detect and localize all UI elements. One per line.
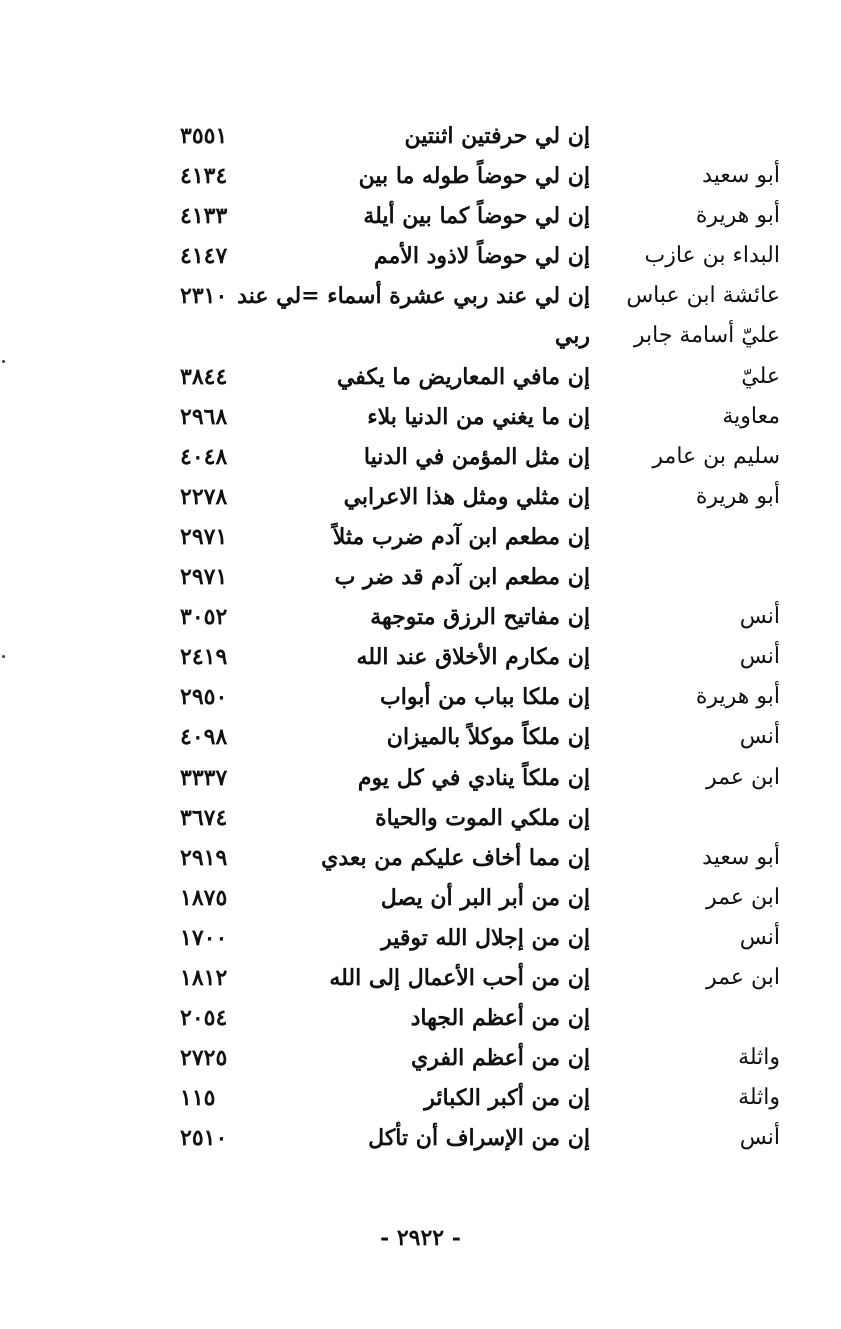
index-row — [180, 357, 780, 397]
hadith-opening: إن من أعظم الجهاد — [410, 1005, 590, 1032]
narrator-name: سليم بن عامر — [652, 443, 780, 469]
narrator-name: معاوية — [722, 403, 780, 429]
hadith-opening: إن ملكا بباب من أبواب — [380, 684, 590, 711]
narrator-name: أنس — [739, 924, 780, 950]
index-row — [180, 637, 780, 677]
narrator-name: البداء بن عازب — [644, 243, 780, 269]
hadith-number: ١٨١٢ — [180, 964, 228, 991]
scan-speck — [2, 655, 5, 658]
narrator-name: عائشة ابن عباس — [626, 283, 780, 309]
index-row — [180, 798, 780, 838]
hadith-number: ٤١٣٣ — [180, 203, 228, 230]
hadith-opening: إن من أحب الأعمال إلى الله — [329, 964, 590, 991]
index-row — [180, 918, 780, 958]
narrator-name: ابن عمر — [706, 884, 780, 910]
narrator-name: أبو سعيد — [702, 844, 780, 870]
narrator-name: أنس — [739, 1125, 780, 1151]
hadith-number: ٤٠٩٨ — [180, 724, 228, 751]
index-row — [180, 958, 780, 998]
hadith-number: ٢٩٧١ — [180, 523, 228, 550]
hadith-opening: إن لي عند ربي عشرة أسماء =لي عند — [237, 283, 590, 310]
hadith-number: ٤١٤٧ — [180, 243, 228, 270]
narrator-name: عليّ أسامة جابر — [633, 323, 780, 349]
index-row — [180, 1118, 780, 1158]
hadith-opening: إن لي حرفتين اثنتين — [404, 123, 590, 149]
hadith-number: ٢٤١٩ — [180, 644, 228, 671]
index-row — [180, 156, 780, 196]
hadith-number: ٣٥٥١ — [180, 123, 228, 149]
narrator-name: أبو هريرة — [695, 483, 780, 509]
hadith-number: ٢٣١٠ — [180, 283, 228, 310]
scan-speck — [2, 360, 5, 363]
narrator-name: أبو هريرة — [695, 684, 780, 710]
hadith-opening: إن لي حوضاً لاذود الأمم — [373, 243, 590, 270]
hadith-opening: إن مثلي ومثل هذا الاعرابي — [343, 483, 590, 510]
hadith-opening: إن مكارم الأخلاق عند الله — [356, 644, 590, 671]
index-row — [180, 276, 780, 316]
hadith-opening: إن مطعم ابن آدم ضرب مثلاً — [332, 523, 590, 550]
hadith-number: ٣٦٧٤ — [180, 804, 228, 831]
hadith-index-table — [180, 116, 780, 1158]
index-row — [180, 717, 780, 757]
hadith-opening: إن ملكاً ينادي في كل يوم — [357, 764, 590, 791]
hadith-opening: إن لي حوضاً كما بين أيلة — [363, 203, 590, 230]
hadith-number: ٣٠٥٢ — [180, 604, 228, 631]
index-row — [180, 998, 780, 1038]
hadith-opening: إن من أعظم الفري — [410, 1045, 590, 1072]
hadith-opening: إن مفاتيح الرزق متوجهة — [370, 604, 590, 631]
hadith-opening: إن ما يغني من الدنيا بلاء — [367, 403, 590, 430]
hadith-opening: إن لي حوضاً طوله ما بين — [358, 163, 590, 190]
hadith-opening: إن من الإسراف أن تأكل — [368, 1125, 590, 1152]
hadith-number: ١٨٧٥ — [180, 884, 228, 911]
hadith-opening: إن مما أخاف عليكم من بعدي — [321, 844, 590, 871]
index-row — [180, 517, 780, 557]
hadith-opening: إن ملكي الموت والحياة — [375, 804, 590, 831]
hadith-opening: إن ملكاً موكلاً بالميزان — [386, 724, 590, 751]
hadith-opening: إن مطعم ابن آدم قد ضر ب — [334, 564, 590, 591]
hadith-number: ٢٢٧٨ — [180, 483, 228, 510]
index-row — [180, 878, 780, 918]
page-number: - ٢٩٢٢ - — [380, 1225, 461, 1251]
hadith-opening: ربي — [554, 323, 590, 350]
index-row — [180, 437, 780, 477]
index-row — [180, 397, 780, 437]
hadith-number: ٢٩٥٠ — [180, 684, 228, 711]
narrator-name: واثلة — [738, 1045, 780, 1071]
narrator-name: ابن عمر — [706, 964, 780, 990]
hadith-opening: إن مثل المؤمن في الدنيا — [363, 443, 590, 470]
index-row — [180, 597, 780, 637]
hadith-number: ٢٥١٠ — [180, 1125, 228, 1152]
hadith-opening: إن من إجلال الله توقير — [381, 924, 590, 951]
hadith-number: ٢٧٢٥ — [180, 1045, 228, 1072]
hadith-number: ٤٠٤٨ — [180, 443, 228, 470]
hadith-number: ٣٨٤٤ — [180, 363, 228, 390]
hadith-opening: إن من أكبر الكبائر — [424, 1085, 590, 1112]
index-row — [180, 838, 780, 878]
narrator-name: أنس — [739, 604, 780, 630]
index-row — [180, 477, 780, 517]
hadith-opening: إن مافي المعاريض ما يكفي — [336, 363, 590, 390]
index-row — [180, 316, 780, 356]
index-row — [180, 236, 780, 276]
index-row — [180, 1038, 780, 1078]
hadith-number: ٢٩٧١ — [180, 564, 228, 591]
hadith-number: ٢٩١٩ — [180, 844, 228, 871]
index-row — [180, 116, 780, 156]
index-row — [180, 1078, 780, 1118]
narrator-name: أنس — [739, 644, 780, 670]
index-row — [180, 677, 780, 717]
narrator-name: أنس — [739, 724, 780, 750]
hadith-number: ١١٥ — [180, 1085, 216, 1112]
index-row — [180, 196, 780, 236]
hadith-number: ١٧٠٠ — [180, 924, 228, 951]
hadith-number: ٣٣٣٧ — [180, 764, 228, 791]
narrator-name: أبو سعيد — [702, 163, 780, 189]
hadith-opening: إن من أبر البر أن يصل — [380, 884, 590, 911]
narrator-name: عليّ — [741, 363, 780, 389]
narrator-name: أبو هريرة — [695, 203, 780, 229]
hadith-number: ٢٩٦٨ — [180, 403, 228, 430]
narrator-name: واثلة — [738, 1085, 780, 1111]
narrator-name: ابن عمر — [706, 764, 780, 790]
hadith-number: ٢٠٥٤ — [180, 1005, 228, 1032]
index-row — [180, 557, 780, 597]
hadith-number: ٤١٣٤ — [180, 163, 228, 190]
index-row — [180, 758, 780, 798]
